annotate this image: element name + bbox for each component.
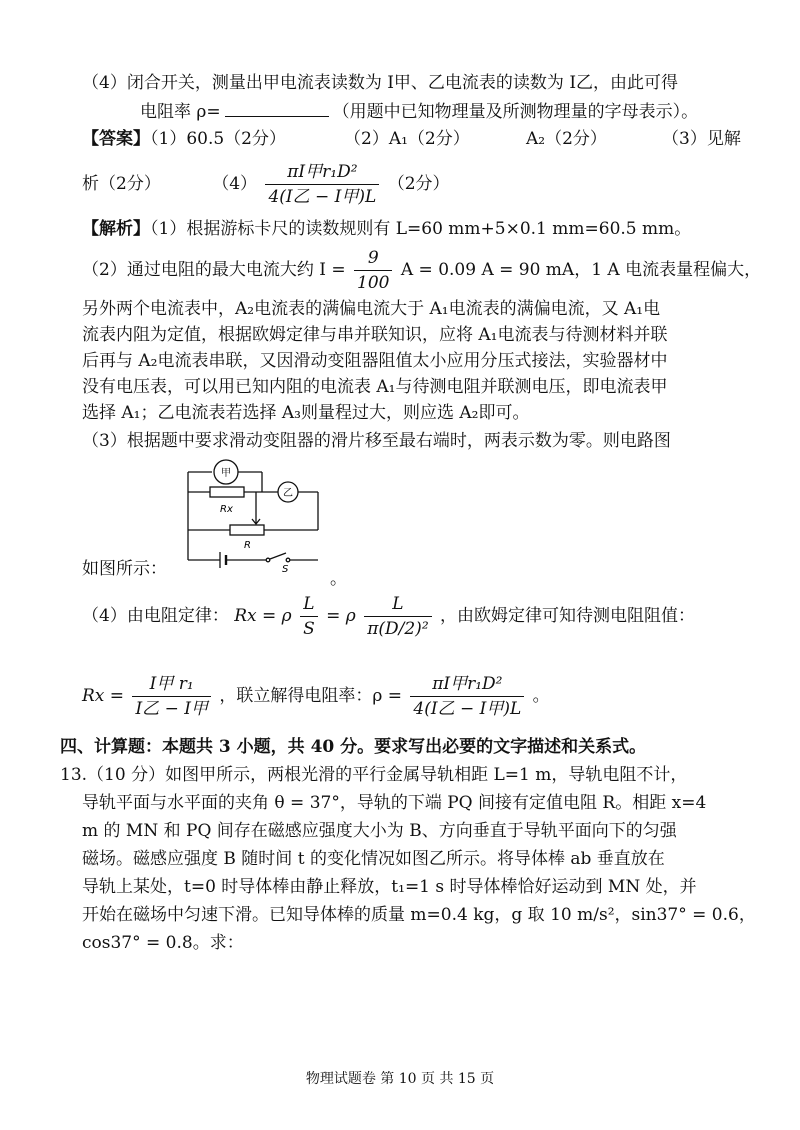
analysis-p4-eq2: = ρ: [326, 606, 356, 626]
meter-yi-label: 乙: [283, 488, 293, 499]
q12-part4-line1: （4）闭合开关，测量出甲电流表读数为 I甲、乙电流表的读数为 I乙，由此可得: [82, 73, 679, 93]
rx-label: Rx: [220, 504, 233, 515]
analysis-p4-eq1: Rx = ρ: [234, 606, 292, 626]
analysis-p2-fraction: [354, 247, 392, 294]
analysis-p5-mid: ，联立解得电阻率：ρ =: [219, 686, 402, 706]
q12-resistivity-suffix: （用题中已知物理量及所测物理量的字母表示）。: [332, 102, 699, 122]
analysis-p4-frac1-num: L: [303, 594, 315, 614]
answer-part4-fraction: [265, 161, 379, 208]
q13-line1: 13.（10 分）如图甲所示，两根光滑的平行金属导轨相距 L=1 m，导轨电阻不计，: [60, 765, 688, 785]
analysis-p2-line6: 选择 A₁；乙电流表若选择 A₃则量程过大，则应选 A₂即可。: [82, 403, 530, 423]
analysis-p4-frac2: [364, 593, 431, 640]
analysis-p5: [82, 668, 754, 724]
q13-line3: m 的 MN 和 PQ 间存在磁感应强度大小为 B、方向垂直于导轨平面向下的匀强: [82, 821, 677, 841]
analysis-p4-pre: （4）由电阻定律：: [82, 606, 229, 626]
analysis-p4-frac1: [300, 593, 318, 640]
analysis-line1: [82, 216, 754, 242]
answer-part2b: A₂（2分）: [526, 129, 607, 149]
analysis-p2-line2: 另外两个电流表中，A₂电流表的满偏电流大于 A₁电流表的满偏电流，又 A₁电: [82, 299, 661, 319]
analysis-p5-lhs: Rx =: [82, 686, 125, 706]
q13-line4: 磁场。磁感应强度 B 随时间 t 的变化情况如图乙所示。将导体棒 ab 垂直放在: [82, 849, 665, 869]
answer-part3-cont: 析（2分）: [82, 174, 161, 194]
answer-line1: [82, 126, 754, 152]
analysis-p2-line5: 没有电压表，可以用已知内阻的电流表 A₁与待测电阻并联测电压，即电流表甲: [82, 377, 668, 397]
analysis-p5-end: 。: [532, 686, 550, 706]
answer-blank: [225, 98, 329, 117]
analysis-p2-line4: 后再与 A₂电流表串联，又因滑动变阻器阻值太小应用分压式接法，实验器材中: [82, 351, 668, 371]
analysis-p2-post: A = 0.09 A = 90 mA，1 A 电流表量程偏大，: [400, 260, 762, 280]
analysis-p2-den: 100: [354, 270, 392, 294]
analysis-p5-frac1-den: I乙 − I甲: [132, 696, 210, 720]
rheostat: [230, 525, 264, 535]
analysis-p2-pre: （2）通过电阻的最大电流大约 I =: [82, 260, 346, 280]
answer-label: 【答案】: [82, 129, 150, 149]
q13-line7: cos37° = 0.8。求：: [82, 933, 244, 953]
analysis-p4-post: ，由欧姆定律可知待测电阻阻值：: [440, 606, 696, 626]
page-footer: 物理试题卷 第 10 页 共 15 页: [305, 1071, 495, 1087]
q12-part4-line2: [140, 98, 754, 125]
analysis-p5-frac1-num: I甲 r₁: [149, 674, 194, 694]
analysis-p3-cont: 如图所示：: [82, 559, 167, 579]
analysis-p2-num: 9: [367, 248, 379, 268]
analysis-p5-frac1: [132, 673, 210, 720]
analysis-p1: （1）根据游标卡尺的读数规则有 L=60 mm+5×0.1 mm=60.5 mm。: [150, 219, 692, 239]
section4-title: 四、计算题：本题共 3 小题，共 40 分。要求写出必要的文字描述和关系式。: [60, 737, 647, 757]
rheostat-label: R: [244, 540, 251, 551]
answer-part4-label: （4）: [212, 174, 258, 194]
analysis-p5-frac2-num: πI甲r₁D²: [432, 674, 503, 694]
answer-part1: （1）60.5（2分）: [150, 129, 286, 149]
answer-line2: [82, 160, 754, 208]
resistor-rx: [210, 487, 244, 497]
switch-label: S: [282, 564, 289, 575]
q12-resistivity-prefix: 电阻率 ρ=: [140, 102, 221, 122]
answer-part4-numerator: πI甲r₁D²: [287, 162, 358, 182]
analysis-p4-frac1-den: S: [300, 616, 318, 640]
analysis-p5-frac2-den: 4(I乙 − I甲)L: [410, 696, 524, 720]
meter-jia-label: 甲: [221, 468, 231, 479]
answer-part3: （3）见解: [662, 129, 741, 149]
analysis-p3-end: 。: [330, 569, 347, 589]
answer-part4-denominator: 4(I乙 − I甲)L: [265, 184, 379, 208]
answer-part4-score: （2分）: [387, 174, 450, 194]
q13-line5: 导轨上某处，t=0 时导体棒由静止释放，t₁=1 s 时导体棒恰好运动到 MN 处，并: [82, 877, 697, 897]
analysis-p5-frac2: [410, 673, 524, 720]
analysis-label: 【解析】: [82, 219, 150, 239]
answer-part2: （2）A₁（2分）: [344, 129, 470, 149]
analysis-p4-frac2-den: π(D/2)²: [364, 616, 431, 640]
q13-line6: 开始在磁场中匀速下滑。已知导体棒的质量 m=0.4 kg，g 取 10 m/s²，sin37° = 0.6，: [82, 905, 756, 925]
analysis-p3: （3）根据题中要求滑动变阻器的滑片移至最右端时，两表示数为零。则电路图: [82, 431, 671, 451]
analysis-p4: [82, 588, 754, 644]
analysis-p4-frac2-num: L: [392, 594, 404, 614]
analysis-p2-line1: [82, 246, 762, 294]
analysis-p2-line3: 流表内阻为定值，根据欧姆定律与串并联知识，应将 A₁电流表与待测材料并联: [82, 325, 668, 345]
q13-line2: 导轨平面与水平面的夹角 θ = 37°，导轨的下端 PQ 间接有定值电阻 R。相距 x=4: [82, 793, 707, 813]
